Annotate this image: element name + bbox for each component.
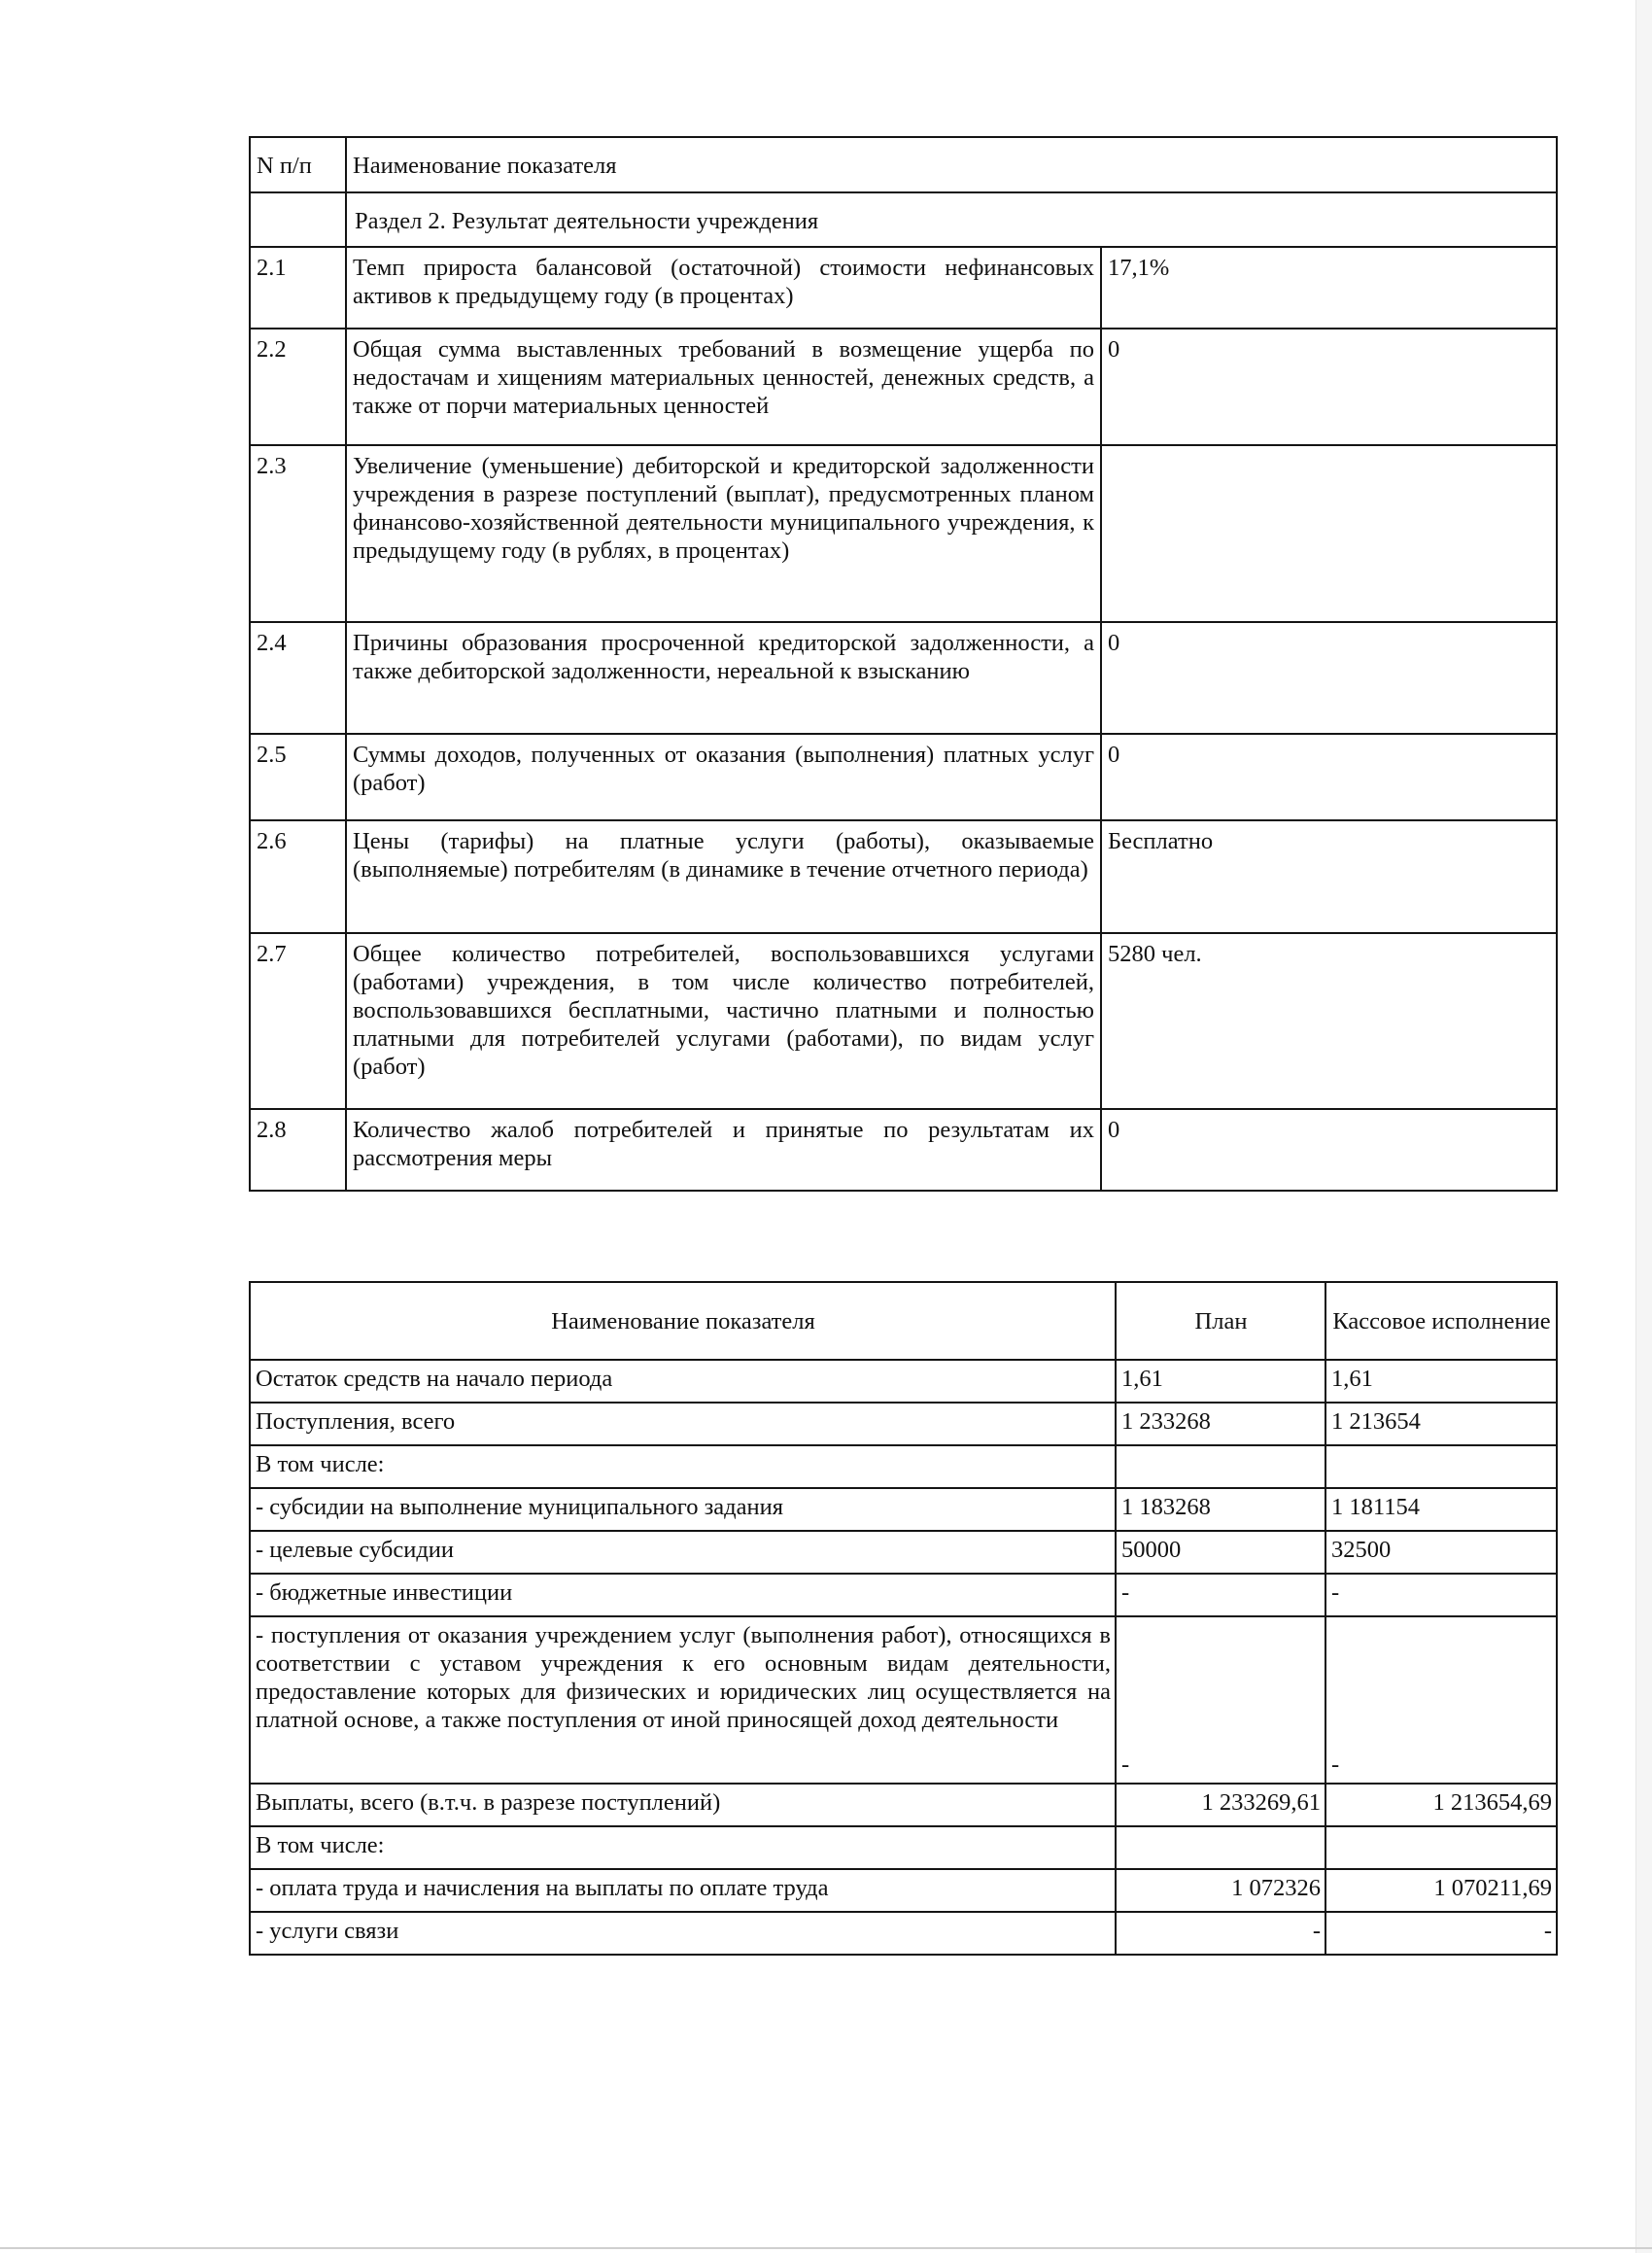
row-num: 2.5 [250, 734, 346, 820]
row-name: - целевые субсидии [250, 1531, 1116, 1574]
row-cash: 1,61 [1325, 1360, 1557, 1403]
row-value: 17,1% [1101, 247, 1557, 329]
row-name: Цены (тарифы) на платные услуги (работы), оказываемые (выполняемые) потребителям (в динамике в течение отчетного периода) [346, 820, 1101, 933]
row-value: 0 [1101, 622, 1557, 734]
table-row [250, 445, 1557, 622]
row-value [1101, 445, 1557, 622]
row-name: - оплата труда и начисления на выплаты по оплате труда [250, 1869, 1116, 1912]
table-header-row [250, 1282, 1557, 1360]
row-name: Причины образования просроченной кредиторской задолженности, а также дебиторской задолженности, нереальной к взысканию [346, 622, 1101, 734]
row-cash: - [1325, 1616, 1557, 1784]
row-name: Общая сумма выставленных требований в возмещение ущерба по недостачам и хищениям материальных ценностей, денежных средств, а также от порчи материальных ценностей [346, 329, 1101, 445]
row-plan: 1 183268 [1116, 1488, 1325, 1531]
row-plan [1116, 1826, 1325, 1869]
row-num: 2.8 [250, 1109, 346, 1191]
row-num: 2.3 [250, 445, 346, 622]
row-plan: 1 233268 [1116, 1403, 1325, 1445]
section-num [250, 192, 346, 247]
row-value: 0 [1101, 1109, 1557, 1191]
header-cash: Кассовое исполнение [1325, 1282, 1557, 1360]
table-row [250, 1109, 1557, 1191]
row-num: 2.1 [250, 247, 346, 329]
row-value: 0 [1101, 734, 1557, 820]
row-cash: - [1325, 1574, 1557, 1616]
row-cash [1325, 1445, 1557, 1488]
row-cash: 32500 [1325, 1531, 1557, 1574]
row-name: - бюджетные инвестиции [250, 1574, 1116, 1616]
row-plan: 50000 [1116, 1531, 1325, 1574]
row-name: - поступления от оказания учреждением услуг (выполнения работ), относящихся в соответствии с уставом учреждения к его основным видам деятельности, предоставление которых для физических и юридических лиц осуществляется на платной основе, а также поступления от иной приносящей доход деятельности [250, 1616, 1116, 1784]
row-name: - субсидии на выполнение муниципального задания [250, 1488, 1116, 1531]
finance-table [249, 1281, 1558, 1956]
table-row [250, 1574, 1557, 1616]
row-plan: 1 233269,61 [1116, 1784, 1325, 1826]
header-name: Наименование показателя [250, 1282, 1116, 1360]
row-cash: 1 213654 [1325, 1403, 1557, 1445]
row-value: Бесплатно [1101, 820, 1557, 933]
table-row [250, 1488, 1557, 1531]
row-cash: 1 070211,69 [1325, 1869, 1557, 1912]
row-value: 5280 чел. [1101, 933, 1557, 1109]
table-row [250, 1531, 1557, 1574]
table-row [250, 1869, 1557, 1912]
row-name: Поступления, всего [250, 1403, 1116, 1445]
row-name: Суммы доходов, полученных от оказания (выполнения) платных услуг (работ) [346, 734, 1101, 820]
row-cash [1325, 1826, 1557, 1869]
table-row [250, 820, 1557, 933]
table-row [250, 329, 1557, 445]
table-row [250, 734, 1557, 820]
table-row [250, 1616, 1557, 1784]
table-row [250, 1445, 1557, 1488]
row-cash: 1 213654,69 [1325, 1784, 1557, 1826]
table-header-row [250, 137, 1557, 192]
row-cash: 1 181154 [1325, 1488, 1557, 1531]
table-row [250, 1360, 1557, 1403]
row-plan: - [1116, 1574, 1325, 1616]
row-num: 2.4 [250, 622, 346, 734]
row-value: 0 [1101, 329, 1557, 445]
row-num: 2.7 [250, 933, 346, 1109]
row-name: Остаток средств на начало периода [250, 1360, 1116, 1403]
results-table [249, 136, 1558, 1192]
row-name: В том числе: [250, 1826, 1116, 1869]
row-name: Увеличение (уменьшение) дебиторской и кредиторской задолженности учреждения в разрезе поступлений (выплат), предусмотренных планом финансово-хозяйственной деятельности муниципального учреждения, к предыдущему году (в рублях, в процентах) [346, 445, 1101, 622]
row-plan [1116, 1445, 1325, 1488]
section-row [250, 192, 1557, 247]
row-name: - услуги связи [250, 1912, 1116, 1955]
row-name: В том числе: [250, 1445, 1116, 1488]
row-cash: - [1325, 1912, 1557, 1955]
table-row [250, 622, 1557, 734]
table-row [250, 247, 1557, 329]
header-num: N п/п [250, 137, 346, 192]
row-name: Количество жалоб потребителей и принятые по результатам их рассмотрения меры [346, 1109, 1101, 1191]
row-plan: - [1116, 1912, 1325, 1955]
scan-edge [1635, 0, 1652, 2253]
row-plan: 1,61 [1116, 1360, 1325, 1403]
row-plan: 1 072326 [1116, 1869, 1325, 1912]
header-name: Наименование показателя [346, 137, 1557, 192]
table-row [250, 1912, 1557, 1955]
row-name: Выплаты, всего (в.т.ч. в разрезе поступлений) [250, 1784, 1116, 1826]
row-name: Темп прироста балансовой (остаточной) стоимости нефинансовых активов к предыдущему году (в процентах) [346, 247, 1101, 329]
table-row [250, 1784, 1557, 1826]
scan-bottom-line [0, 2247, 1652, 2249]
row-name: Общее количество потребителей, воспользовавшихся услугами (работами) учреждения, в том числе количество потребителей, воспользовавшихся бесплатными, частично платными и полностью платными для потребителей услугами (работами), по видам услуг (работ) [346, 933, 1101, 1109]
header-plan: План [1116, 1282, 1325, 1360]
table-row [250, 1403, 1557, 1445]
row-num: 2.2 [250, 329, 346, 445]
section-title: Раздел 2. Результат деятельности учреждения [346, 192, 1557, 247]
table-row [250, 933, 1557, 1109]
row-plan: - [1116, 1616, 1325, 1784]
table-row [250, 1826, 1557, 1869]
row-num: 2.6 [250, 820, 346, 933]
